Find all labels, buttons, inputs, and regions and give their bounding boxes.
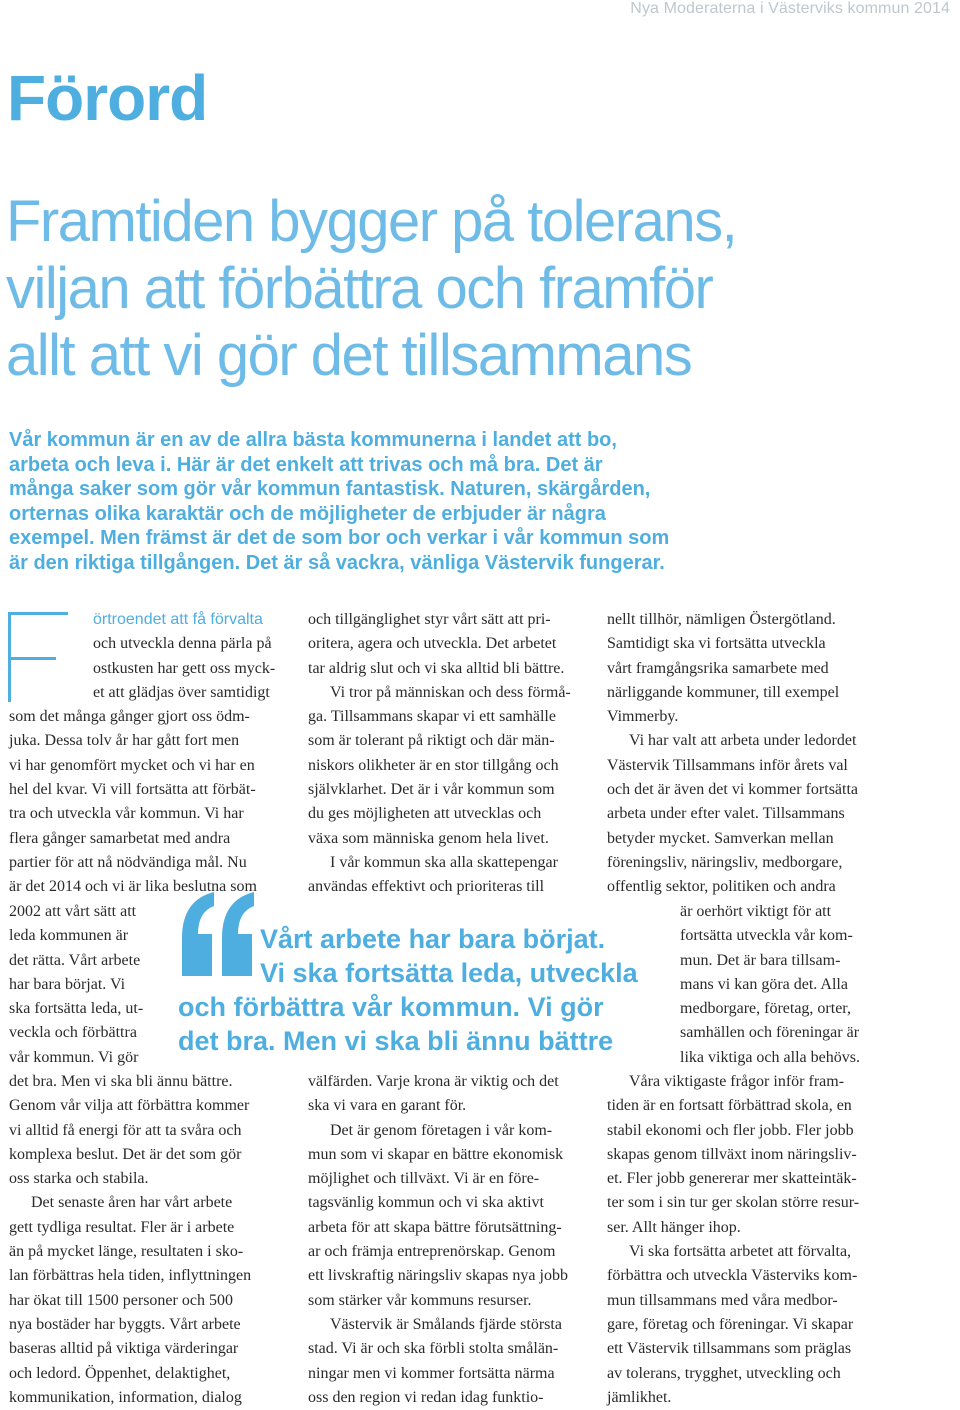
text-line: som det många gånger gjort oss ödm- bbox=[9, 708, 250, 726]
text-line: som stärker vår kommuns resurser. bbox=[308, 1291, 532, 1309]
text-line: arbeta för att skapa bättre förutsättning- bbox=[308, 1218, 562, 1236]
text-line: Det är genom företagen i vår kom- bbox=[330, 1121, 553, 1139]
text-line: ga. Tillsammans skapar vi ett samhälle bbox=[308, 708, 556, 726]
text-line: är oerhört viktigt för att bbox=[680, 903, 832, 920]
pull-quote bbox=[178, 922, 638, 1058]
text-line: skapas genom tillväxt inom näringsliv- bbox=[607, 1145, 857, 1163]
column-3-top bbox=[607, 608, 882, 900]
text-line: oritera, agera och utveckla. Det arbetet bbox=[308, 635, 557, 653]
text-line: nellt tillhör, nämligen Östergötland. bbox=[607, 611, 836, 628]
text-line: förbättra och utveckla Västerviks kom- bbox=[607, 1267, 858, 1285]
text-line: juka. Dessa tolv år har gått fort men bbox=[9, 732, 240, 750]
pull-quote-line: det bra. Men vi ska bli ännu bättre bbox=[178, 1026, 614, 1056]
text-line: vårt framgångsrika samarbete med bbox=[607, 659, 829, 677]
lead-line: orternas olika karaktär och de möjligheter de erbjuder är några bbox=[9, 502, 606, 525]
text-line: Våra viktigaste frågor inför fram- bbox=[629, 1073, 845, 1090]
text-line: mun. Det är bara tillsam- bbox=[680, 951, 841, 969]
text-line: har bara börjat. Vi bbox=[9, 975, 126, 993]
text-line: gare, företag och föreningar. Vi skapar bbox=[607, 1315, 854, 1333]
text-line: stabil ekonomi och fler jobb. Fler jobb bbox=[607, 1121, 854, 1139]
text-line: Samtidigt ska vi fortsätta utveckla bbox=[607, 635, 826, 653]
text-line: ett livskraftig näringsliv skapas nya jobb bbox=[308, 1267, 568, 1285]
text-line bbox=[9, 608, 285, 632]
text-line: har ökat till 1500 personer och 500 bbox=[9, 1291, 233, 1309]
text-line: lan förbättras hela tiden, inflyttningen bbox=[9, 1267, 252, 1285]
page-title: Förord bbox=[7, 62, 208, 134]
text-line: ska fortsätta leda, ut- bbox=[9, 1000, 144, 1018]
text-line: än på mycket länge, resultaten i sko- bbox=[9, 1243, 244, 1261]
text-line: nya bostäder har byggts. Vårt arbete bbox=[9, 1315, 241, 1333]
text-line: möjlighet och tillväxt. Vi är en före- bbox=[308, 1170, 540, 1188]
text-line: ar och främja entreprenörskap. Genom bbox=[308, 1243, 556, 1261]
text-line: ska vi vara en garant för. bbox=[308, 1097, 467, 1115]
text-line: kommunikation, information, dialog bbox=[9, 1388, 242, 1406]
subtitle-line: viljan att förbättra och framför bbox=[6, 256, 713, 321]
text-line: och det är även det vi kommer fortsätta bbox=[607, 781, 859, 799]
text-line: ett Västervik tillsammans som präglas bbox=[607, 1340, 852, 1358]
text-line: Västervik Tillsammans inför årets val bbox=[607, 756, 848, 774]
text-line: tiden är en fortsatt förbättrad skola, en bbox=[607, 1097, 852, 1115]
text-line: jämlikhet. bbox=[607, 1388, 672, 1406]
text-line: växa som människa genom hela livet. bbox=[308, 829, 549, 847]
text-line: leda kommunen är bbox=[9, 927, 129, 945]
text-line: Vi har valt att arbeta under ledordet bbox=[629, 732, 857, 750]
text-line: det bra. Men vi ska bli ännu bättre. bbox=[9, 1073, 233, 1090]
text-line: ter som i sin tur ger skolan större resur- bbox=[607, 1194, 860, 1212]
text-line: tar aldrig slut och vi ska alltid bli bättre. bbox=[308, 659, 565, 677]
text-line: komplexa beslut. Det är det som gör bbox=[9, 1145, 242, 1163]
text-line: Det senaste åren har vårt arbete bbox=[31, 1194, 233, 1212]
text-line: det rätta. Vårt arbete bbox=[9, 951, 141, 969]
text-line: välfärden. Varje krona är viktig och det bbox=[308, 1073, 559, 1090]
text-line: och tillgänglighet styr vårt sätt att pri- bbox=[308, 611, 551, 628]
text-line: oss starka och stabila. bbox=[9, 1170, 149, 1188]
lead-line: exempel. Men främst är det de som bor och verkar i vår kommun som bbox=[9, 527, 670, 550]
text-line: tagsvänlig kommun och vi ska aktivt bbox=[308, 1194, 544, 1212]
text-line: 2002 att vårt sätt att bbox=[9, 903, 137, 920]
column-1-narrow bbox=[9, 900, 169, 1070]
text-line: och ledord. Öppenhet, delaktighet, bbox=[9, 1364, 231, 1382]
text-line: ningar men vi kommer fortsätta närma bbox=[308, 1364, 555, 1382]
subtitle bbox=[6, 188, 736, 389]
text-line: ser. Allt hänger ihop. bbox=[607, 1218, 741, 1236]
text-line: örtroendet att få förvalta bbox=[93, 611, 263, 628]
text-line: vår kommun. Vi gör bbox=[9, 1048, 139, 1066]
text-line: vi alltid få energi för att ta svåra och bbox=[9, 1121, 242, 1139]
text-line: är det 2014 och vi är lika beslutna som bbox=[9, 878, 257, 896]
text-line: stad. Vi är och ska förbli stolta smålän- bbox=[308, 1340, 559, 1358]
column-2-bottom bbox=[308, 1070, 586, 1410]
text-line: och utveckla denna pärla på bbox=[93, 635, 272, 653]
text-line: mans vi kan göra det. Alla bbox=[680, 975, 848, 993]
text-line: et att glädjas över samtidigt bbox=[93, 683, 270, 701]
text-line: lika viktiga och alla behövs. bbox=[680, 1048, 860, 1066]
text-line: medborgare, företag, orter, bbox=[680, 1000, 851, 1018]
text-line: användas effektivt och prioriteras till bbox=[308, 878, 545, 896]
text-line: veckla och förbättra bbox=[9, 1024, 137, 1042]
subtitle-line: Framtiden bygger på tolerans, bbox=[6, 189, 737, 254]
text-line: närliggande kommuner, till exempel bbox=[607, 683, 840, 701]
lead-line: många saker som gör vår kommun fantastisk. Naturen, skärgården, bbox=[9, 478, 651, 501]
text-line: mun som vi skapar en bättre ekonomisk bbox=[308, 1145, 564, 1163]
text-line: vi har genomfört mycket och vi har en bbox=[9, 756, 255, 774]
text-line: tra och utveckla vår kommun. Vi har bbox=[9, 805, 244, 823]
column-2-top bbox=[308, 608, 586, 900]
column-1-top bbox=[9, 608, 285, 900]
text-line: Genom vår vilja att förbättra kommer bbox=[9, 1097, 250, 1115]
text-line: du ges möjligheten att utvecklas och bbox=[308, 805, 542, 823]
subtitle-line: allt att vi gör det tillsammans bbox=[6, 323, 692, 388]
text-line: som är tolerant på riktigt och där män- bbox=[308, 732, 555, 750]
text-line: Vi ska fortsätta arbetet att förvalta, bbox=[629, 1243, 852, 1261]
pull-quote-line: Vårt arbete har bara börjat. bbox=[260, 924, 606, 954]
pull-quote-line: och förbättra vår kommun. Vi gör bbox=[178, 992, 604, 1022]
text-line: fortsätta utveckla vår kom- bbox=[680, 927, 853, 945]
text-line: flera gånger samarbetat med andra bbox=[9, 829, 231, 847]
text-line: oss den region vi redan idag funktio- bbox=[308, 1388, 544, 1406]
text-line: betyder mycket. Samverkan mellan bbox=[607, 829, 834, 847]
text-line: niskors olikheter är en stor tillgång och bbox=[308, 756, 559, 774]
text-line: hel del kvar. Vi vill fortsätta att förbät- bbox=[9, 781, 256, 799]
text-line: Vi tror på människan och dess förmå- bbox=[330, 683, 571, 701]
text-line: I vår kommun ska alla skattepengar bbox=[330, 853, 558, 871]
text-line: Västervik är Smålands fjärde största bbox=[330, 1315, 562, 1333]
text-line: Vimmerby. bbox=[607, 708, 679, 726]
text-line: självklarhet. Det är i vår kommun som bbox=[308, 781, 555, 799]
text-line: arbeta under efter valet. Tillsammans bbox=[607, 805, 845, 823]
text-line: av tolerans, trygghet, utveckling och bbox=[607, 1364, 841, 1382]
text-line: offentlig sektor, politiken och andra bbox=[607, 878, 836, 896]
column-3-narrow bbox=[680, 900, 882, 1070]
text-line: partier för att nå nödvändiga mål. Nu bbox=[9, 853, 247, 871]
lead-line: Vår kommun är en av de allra bästa kommunerna i landet att bo, bbox=[9, 429, 617, 451]
lead-paragraph bbox=[9, 428, 769, 576]
column-1-bottom bbox=[9, 1070, 285, 1410]
running-header: Nya Moderaterna i Västerviks kommun 2014 bbox=[630, 0, 950, 17]
text-line: föreningsliv, näringsliv, medborgare, bbox=[607, 853, 843, 871]
text-line: baseras alltid på viktiga värderingar bbox=[9, 1340, 239, 1358]
text-line: ostkusten har gett oss myck- bbox=[93, 659, 276, 677]
text-line: mun tillsammans med våra medbor- bbox=[607, 1291, 838, 1309]
text-line: gett tydliga resultat. Fler är i arbete bbox=[9, 1218, 235, 1236]
lead-line: arbeta och leva i. Här är det enkelt att trivas och må bra. Det är bbox=[9, 453, 603, 476]
text-line: et. Fler jobb genererar mer skatteintäk- bbox=[607, 1170, 857, 1188]
pull-quote-line: Vi ska fortsätta leda, utveckla bbox=[260, 958, 638, 988]
column-3-bottom bbox=[607, 1070, 882, 1410]
text-line: samhällen och föreningar är bbox=[680, 1024, 860, 1042]
lead-line: är den riktiga tillgången. Det är så vackra, vänliga Västervik fungerar. bbox=[9, 551, 665, 574]
